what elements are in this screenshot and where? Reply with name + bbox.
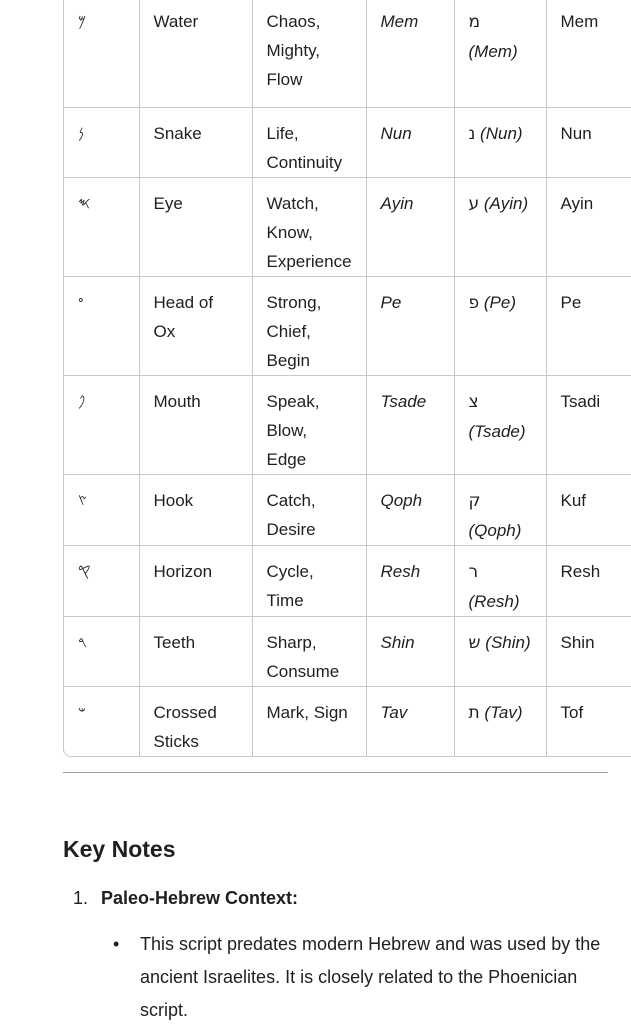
pictograph-cell: Snake (139, 107, 252, 177)
modern-name-cell: Nun (546, 107, 631, 177)
hebrew-cell (454, 0, 546, 107)
meaning-cell: Cycle, Time (252, 545, 366, 616)
hebrew-letter-name: (Tav) (484, 702, 523, 722)
hebrew-letter-name: (Shin) (485, 632, 531, 652)
meaning-cell: Strong, Chief, Begin (252, 276, 366, 375)
pictograph-cell: Mouth (139, 375, 252, 474)
meaning-cell: Catch, Desire (252, 474, 366, 545)
hebrew-letter: ת (468, 702, 480, 723)
hebrew-letter: ש (468, 632, 481, 653)
hebrew-letter: ע (468, 193, 480, 214)
meaning-cell: Speak, Blow, Edge (252, 375, 366, 474)
section-heading: Key Notes (63, 836, 176, 862)
paleo-glyph: 𐤌 (64, 0, 139, 107)
paleo-glyph: 𐤎 (64, 177, 139, 276)
hebrew-letter-name: (Tsade) (468, 421, 526, 441)
table-row (64, 375, 631, 474)
paleo-glyph: 𐤍 (64, 107, 139, 177)
numbered-list-item (73, 884, 298, 912)
hebrew-letter: נ (468, 123, 476, 144)
letter-name-cell: Tsade (366, 375, 454, 474)
hebrew-cell (454, 276, 546, 375)
table-row (64, 276, 631, 375)
hebrew-letter: ר (468, 561, 479, 582)
paleo-glyph: 𐤑 (64, 474, 139, 545)
modern-name-cell: Tof (560, 702, 584, 722)
meaning-cell: Sharp, Consume (252, 616, 366, 686)
pictograph-cell: Head of Ox (139, 276, 252, 375)
modern-name-cell: Mem (546, 0, 631, 107)
list-item-title: Paleo-Hebrew Context: (101, 888, 299, 908)
paleo-glyph: 𐤓 (64, 616, 139, 686)
table-row (64, 686, 631, 756)
meaning-cell: Mark, Sign (252, 686, 366, 756)
table-row (64, 0, 631, 107)
hebrew-letter-name: (Nun) (480, 123, 523, 143)
hebrew-letter-name: (Mem) (468, 42, 518, 61)
pictograph-cell: Water (139, 0, 252, 107)
pictograph-cell: Hook (139, 474, 252, 545)
bullet-text: This script predates modern Hebrew and was used by the ancient Israelites. It is closely related to the Phoenician script. (140, 934, 601, 1020)
letters-table (63, 0, 631, 757)
list-number: 1. (73, 888, 89, 908)
hebrew-letter-name: (Qoph) (468, 520, 522, 540)
meaning-cell: Chaos, Mighty, Flow (252, 0, 366, 107)
pictograph-cell: Crossed Sticks (139, 686, 252, 756)
hebrew-letter-name: (Pe) (483, 292, 516, 312)
hebrew-cell (454, 474, 546, 545)
hebrew-letter: צ (468, 391, 479, 412)
modern-name-cell: Tsadi (546, 375, 631, 474)
hebrew-cell (454, 375, 546, 474)
paleo-glyph: 𐤔 (64, 686, 139, 756)
meaning-cell: Life, Continuity (252, 107, 366, 177)
letter-name-cell: Resh (366, 545, 454, 616)
hebrew-letter-name: (Resh) (468, 591, 520, 611)
pictograph-cell: Horizon (139, 545, 252, 616)
letter-name-cell: Ayin (366, 177, 454, 276)
hebrew-letter: ק (468, 490, 481, 511)
pictograph-cell: Eye (139, 177, 252, 276)
letter-name-cell: Pe (366, 276, 454, 375)
section-divider (63, 772, 608, 773)
letter-name-cell: Tav (366, 686, 454, 756)
modern-name-cell: Resh (546, 545, 631, 616)
modern-name-cell: Ayin (546, 177, 631, 276)
table-row (64, 616, 631, 686)
bullet-dot-icon: • (113, 934, 120, 954)
paleo-glyph: 𐤐 (64, 375, 139, 474)
table-row (64, 474, 631, 545)
hebrew-cell (454, 177, 546, 276)
paleo-glyph: 𐤏 (64, 276, 139, 375)
hebrew-cell (454, 616, 546, 686)
table-row (64, 545, 631, 616)
pictograph-cell: Teeth (139, 616, 252, 686)
meaning-cell: Watch, Know, Experience (252, 177, 366, 276)
hebrew-cell (454, 107, 546, 177)
hebrew-cell (454, 686, 546, 756)
hebrew-letter: מ (468, 12, 481, 32)
letter-name-cell: Qoph (366, 474, 454, 545)
table-row (64, 177, 631, 276)
letter-name-cell: Mem (366, 0, 454, 107)
modern-name-cell: Kuf (546, 474, 631, 545)
hebrew-letter: פ (468, 292, 480, 313)
paleo-glyph: 𐤒 (64, 545, 139, 616)
modern-name-cell: Shin (546, 616, 631, 686)
letter-name-cell: Nun (366, 107, 454, 177)
hebrew-letter-name: (Ayin) (483, 193, 529, 213)
letter-name-cell: Shin (366, 616, 454, 686)
modern-name-cell: Pe (546, 276, 631, 375)
hebrew-cell (454, 545, 546, 616)
table-row (64, 107, 631, 177)
